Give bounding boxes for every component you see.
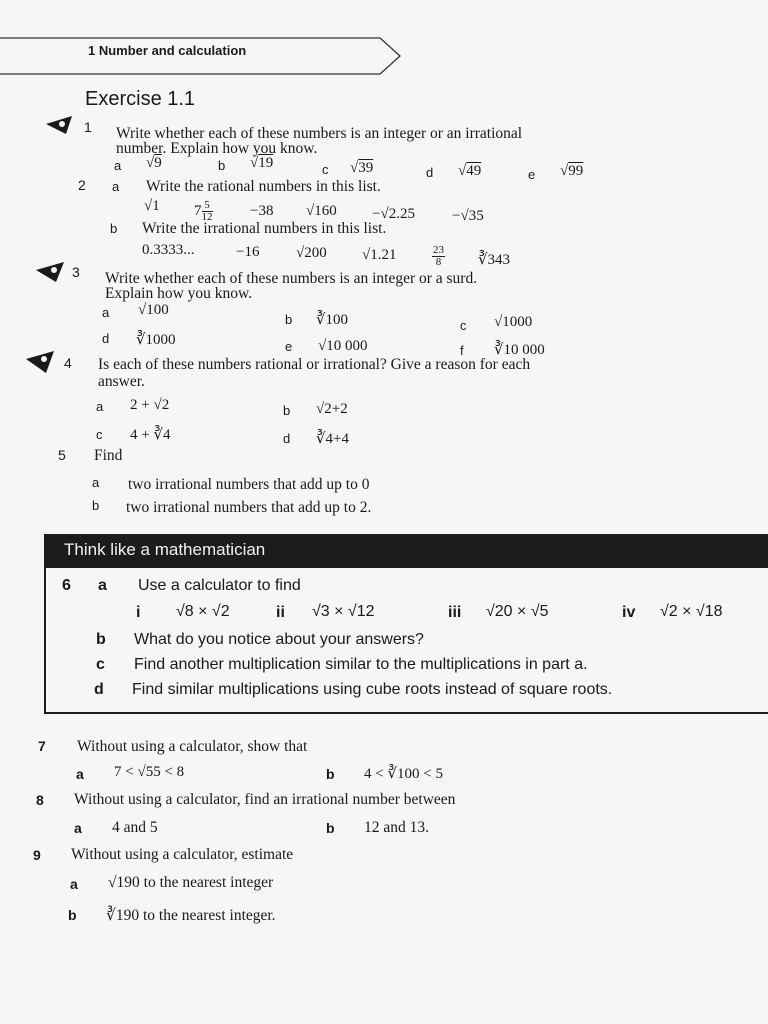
part-label: b — [92, 498, 100, 513]
mixed-number: 7 $\frac{5}{12}$ — [194, 199, 213, 223]
question-text: Use a calculator to find — [138, 577, 301, 594]
think-title: Think like a mathematician — [64, 540, 266, 559]
part-label: c — [96, 427, 103, 442]
math-expression: √9 — [146, 155, 162, 171]
answer-text: two irrational numbers that add up to 0 — [128, 476, 370, 493]
list-item: √1.21 — [362, 247, 397, 263]
part-label: a — [70, 876, 78, 892]
question-text: Find — [94, 447, 123, 464]
part-label: c — [460, 318, 467, 333]
math-expression: 7 < √55 < 8 — [114, 764, 185, 780]
list-item: √160 — [306, 203, 337, 219]
question-text: Write whether each of these numbers is an integer or a surd. — [105, 270, 478, 287]
fraction: $\frac{23}{8}$ — [433, 244, 444, 268]
answer-text: ∛190 to the nearest integer. — [106, 907, 276, 924]
math-expression: 2 + √2 — [130, 397, 170, 413]
question-text: Without using a calculator, find an irrational number between — [74, 791, 456, 808]
math-expression: √19 — [250, 155, 274, 171]
list-item: −√2.25 — [372, 206, 415, 222]
part-label: b — [218, 158, 226, 173]
part-label: f — [460, 343, 464, 358]
question-number: 1 — [84, 119, 92, 135]
part-label: a — [74, 820, 82, 836]
part-label: a — [96, 399, 104, 414]
question-text: What do you notice about your answers? — [134, 631, 424, 648]
question-text: Write the rational numbers in this list. — [146, 178, 381, 195]
question-number: 4 — [64, 355, 72, 371]
part-label: a — [112, 179, 120, 194]
question-number: 6 — [62, 577, 71, 594]
question-text: Find another multiplication similar to the multiplications in part a. — [134, 656, 588, 673]
question-number: 8 — [36, 792, 44, 808]
question-number: 2 — [78, 177, 86, 193]
math-expression: √2 × √18 — [660, 603, 723, 620]
answer-text: 12 and 13. — [364, 819, 430, 836]
question-text: Without using a calculator, estimate — [71, 846, 294, 863]
question-text: Write the irrational numbers in this list. — [142, 220, 387, 237]
list-item: −√35 — [452, 208, 484, 224]
part-label: b — [326, 820, 335, 836]
exercise-title: Exercise 1.1 — [85, 88, 196, 110]
part-label: a — [76, 766, 84, 782]
part-label: b — [96, 631, 106, 648]
challenge-marker-icon — [44, 114, 74, 136]
answer-text: √190 to the nearest integer — [108, 874, 274, 891]
part-label: b — [283, 403, 291, 418]
question-text: Explain how you know. — [105, 285, 253, 302]
list-item: √1 — [144, 198, 160, 214]
challenge-marker-icon — [24, 349, 56, 375]
part-label: b — [285, 312, 293, 327]
part-label: a — [92, 475, 100, 490]
challenge-marker-icon — [34, 260, 66, 284]
math-expression: √99 — [560, 163, 584, 179]
math-expression: √20 × √5 — [486, 603, 549, 620]
math-expression: √10 000 — [318, 338, 368, 354]
part-label: c — [96, 656, 105, 673]
question-number: 9 — [33, 847, 41, 863]
question-text: Is each of these numbers rational or irrational? Give a reason for each — [98, 356, 531, 373]
part-label: b — [68, 907, 77, 923]
math-expression: √100 — [138, 302, 169, 318]
math-expression: √49 — [458, 163, 482, 179]
part-label: d — [283, 431, 291, 446]
math-expression: 4 + ∛4 — [130, 427, 171, 443]
question-number: 7 — [38, 738, 46, 754]
part-label: a — [102, 305, 110, 320]
question-text: Without using a calculator, show that — [77, 738, 308, 755]
subpart-label: iii — [448, 604, 462, 621]
math-expression: 4 < ∛100 < 5 — [364, 766, 443, 782]
question-text: Write whether each of these numbers is an integer or an irrational — [116, 125, 523, 142]
answer-text: 4 and 5 — [112, 819, 158, 836]
subpart-label: iv — [622, 604, 636, 621]
part-label: d — [94, 681, 104, 698]
math-expression: √39 — [350, 160, 374, 176]
part-label: c — [322, 162, 329, 177]
math-expression: ∛10 000 — [494, 342, 545, 358]
question-text: number. Explain how you know. — [116, 140, 318, 157]
math-expression: √2+2 — [316, 401, 348, 417]
part-label: d — [102, 331, 110, 346]
math-expression: √8 × √2 — [176, 603, 230, 620]
part-label: a — [114, 158, 122, 173]
subpart-label: i — [136, 604, 141, 621]
question-text: Find similar multiplications using cube roots instead of square roots. — [132, 681, 613, 698]
list-item: −16 — [236, 244, 260, 260]
math-expression: ∛4+4 — [316, 431, 350, 447]
list-item: ∛343 — [478, 252, 511, 268]
part-label: d — [426, 165, 434, 180]
part-label: e — [285, 339, 293, 354]
question-number: 3 — [72, 264, 80, 280]
math-expression: ∛100 — [316, 312, 349, 328]
question-text: answer. — [98, 373, 145, 390]
question-number: 5 — [58, 447, 66, 463]
list-item: √200 — [296, 245, 327, 261]
part-label: e — [528, 167, 536, 182]
subpart-label: ii — [276, 604, 285, 621]
math-expression: √1000 — [494, 314, 533, 330]
math-expression: ∛1000 — [136, 332, 176, 348]
part-label: b — [326, 766, 335, 782]
part-label: b — [110, 221, 118, 236]
answer-text: two irrational numbers that add up to 2. — [126, 499, 372, 516]
math-expression: √3 × √12 — [312, 603, 375, 620]
part-label: a — [98, 577, 107, 594]
list-item: −38 — [250, 203, 274, 219]
list-item: 0.3333... — [142, 242, 195, 258]
chapter-title: 1 Number and calculation — [88, 43, 247, 58]
